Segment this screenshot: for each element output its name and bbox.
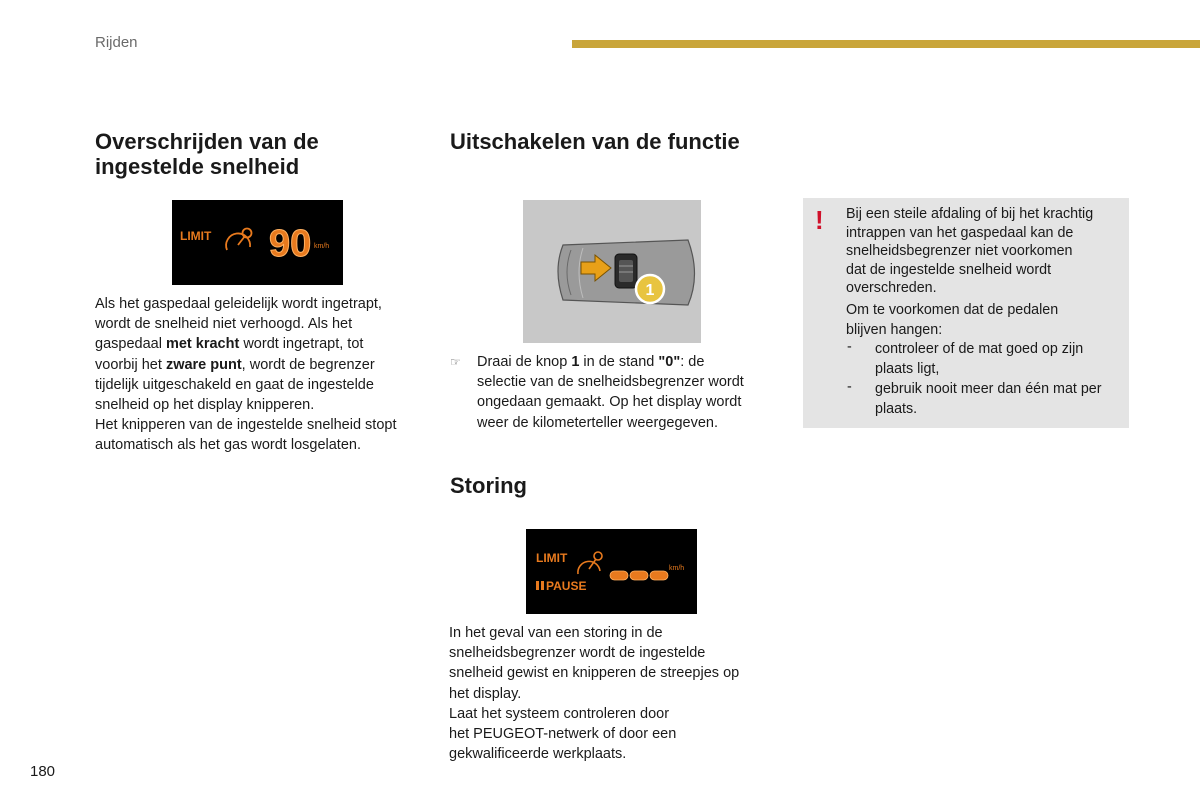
bullet-dash: - [847,379,852,395]
dashes-indicator [610,571,668,580]
callout-number: 1 [645,282,655,299]
heading-storing: Storing [450,473,527,498]
paragraph-overschrijden: Als het gaspedaal geleidelijk wordt ingetrapt, wordt de snelheid niet verhoogd. Als het gaspedaal met kracht wordt ingetrapt, tot voorbij het zware punt, wordt de begrenzer tijdelijk uitgeschakeld en gaat de ingestelde snelheid op het display knipperen. Het knipperen van de ingestelde snelheid stopt automatisch als het gas wordt losgelaten. [95,296,397,454]
speedometer-icon [226,229,251,251]
header-accent-bar [572,40,1200,48]
warning-bullet-1: controleer of de mat goed op zijn plaats ligt, [875,341,1084,377]
unit-label: km/h [314,243,330,250]
unit-label: km/h [669,565,685,572]
control-stalk-photo [523,200,701,343]
speedometer-icon [578,552,602,574]
pause-label: PAUSE [546,579,587,593]
paragraph-storing: In het geval van een storing in de snelheidsbegrenzer wordt de ingestelde snelheid gewist en knipperen de streepjes op het display. Laat het systeem controleren door het PEUGEOT-netwerk of door een gekwalificeerde werkplaats. [449,625,740,763]
set-speed-value: 90 [269,223,312,265]
display-limit-90 [172,200,343,285]
limit-label: LIMIT [180,229,212,243]
display-limit-pause [526,529,697,614]
pointing-hand-icon: ☞ [450,355,461,369]
bullet-dash: - [847,339,852,355]
section-label: Rijden [95,34,138,51]
warning-bullet-2: gebruik nooit meer dan één mat per plaats. [875,381,1102,417]
heading-uitschakelen: Uitschakelen van de functie [450,129,740,154]
warning-text: Bij een steile afdaling of bij het krachtig intrappen van het gaspedaal kan de snelheidsbegrenzer niet voorkomen dat de ingestelde snelheid wordt overschreden. Om te voorkomen dat de pedalen blijven hangen: [846,206,1094,338]
paragraph-uitschakelen: Draai de knop 1 in de stand "0": de selectie van de snelheidsbegrenzer wordt ongedaan gemaakt. Op het display wordt weer de kilometerteller weergegeven. [477,354,744,431]
pause-icon [536,581,544,590]
warning-icon: ! [815,205,824,235]
page-number: 180 [30,763,56,780]
heading-overschrijden: Overschrijden van de ingestelde snelheid [95,129,319,179]
limit-label: LIMIT [536,551,568,565]
